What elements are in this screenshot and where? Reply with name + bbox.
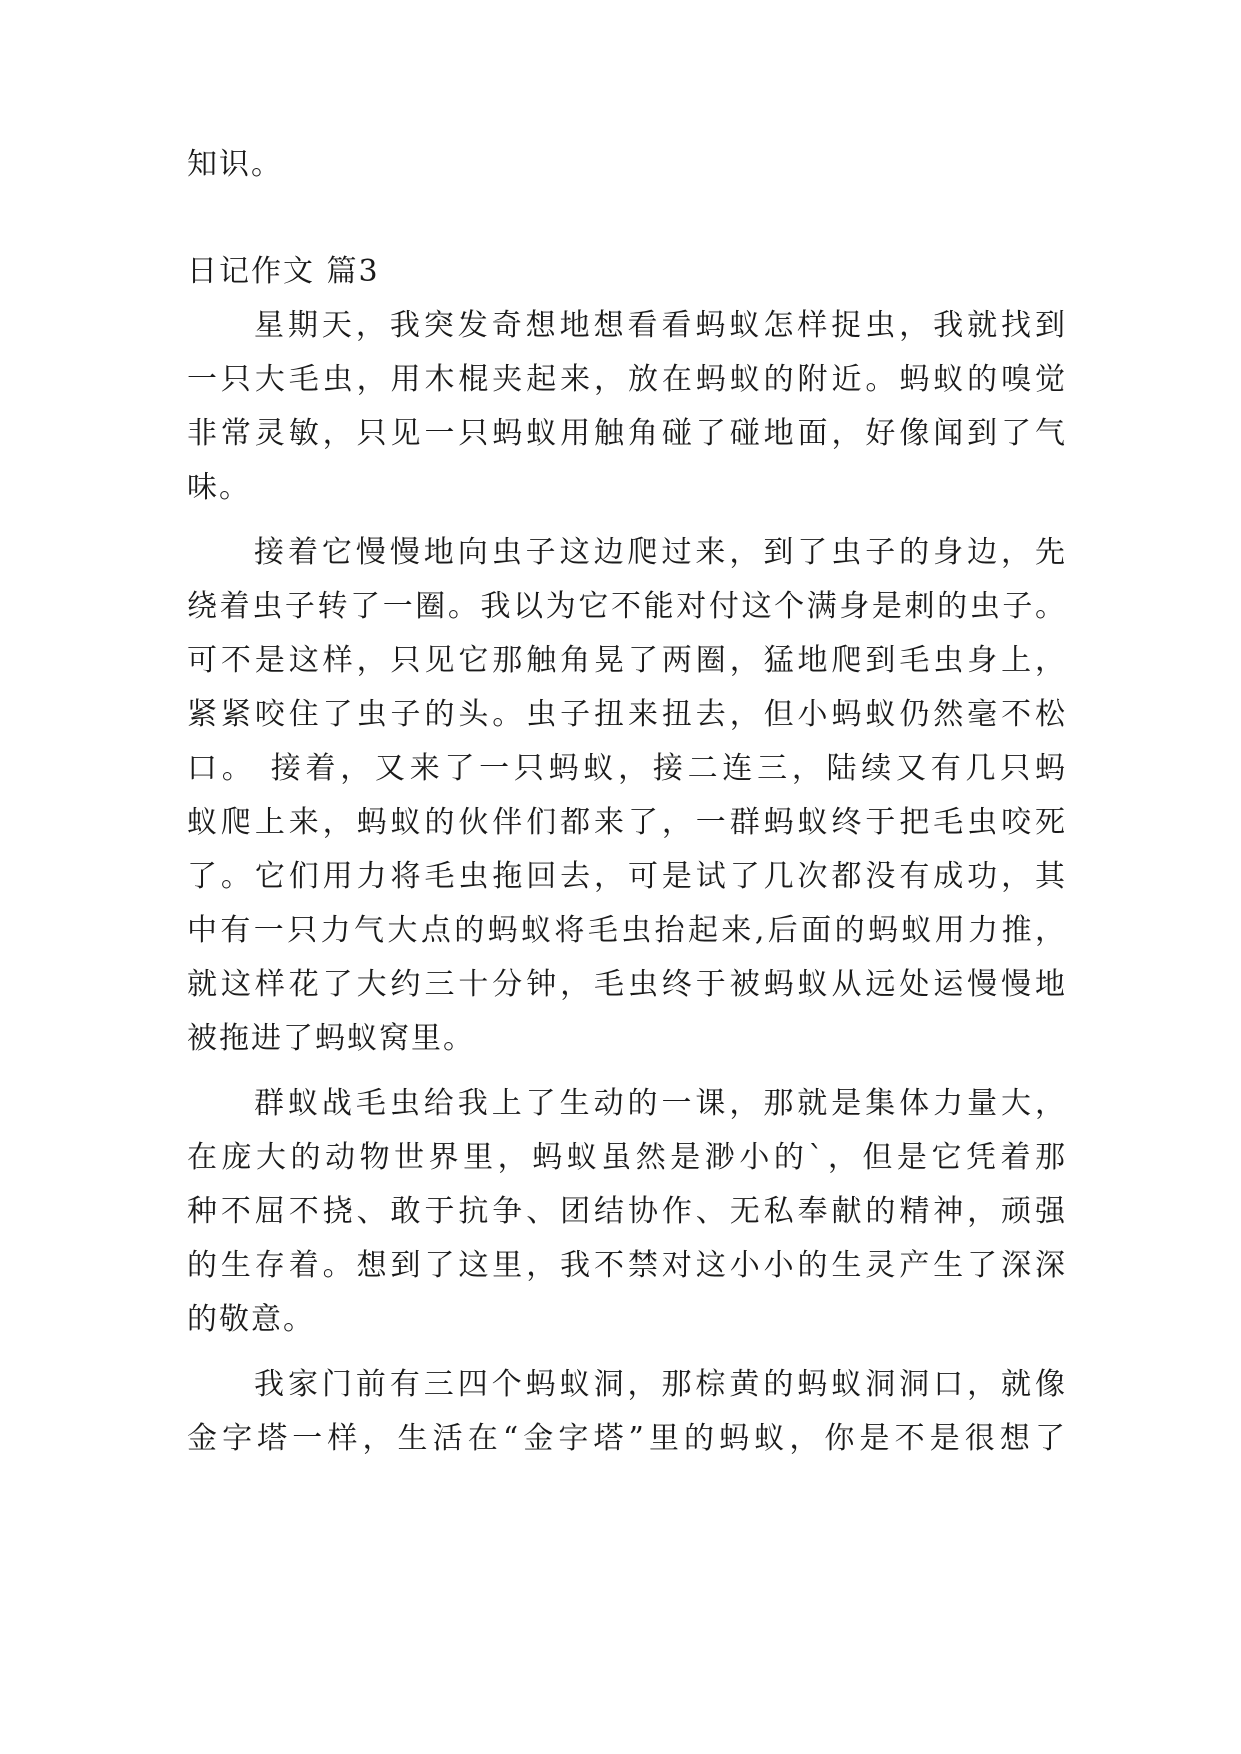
paragraph-line: 蚁爬上来，蚂蚁的伙伴们都来了，一群蚂蚁终于把毛虫咬死: [187, 805, 1067, 840]
paragraph-line: 味。: [187, 470, 251, 505]
paragraph-line: 被拖进了蚂蚁窝里。: [187, 1021, 475, 1056]
paragraph-line: 的生存着。想到了这里，我不禁对这小小的生灵产生了深深: [187, 1248, 1067, 1283]
paragraph-line: 金字塔一样，生活在“金字塔”里的蚂蚁，你是不是很想了: [187, 1421, 1067, 1456]
paragraph-line: 在庞大的动物世界里，蚂蚁虽然是渺小的`，但是它凭着那: [187, 1140, 1067, 1175]
paragraph-line: 我家门前有三四个蚂蚁洞，那棕黄的蚂蚁洞洞口，就像: [254, 1367, 1067, 1402]
paragraph-line: 中有一只力气大点的蚂蚁将毛虫抬起来,后面的蚂蚁用力推，: [187, 913, 1067, 948]
paragraph-line: 口。 接着，又来了一只蚂蚁，接二连三，陆续又有几只蚂: [187, 751, 1067, 786]
paragraph-line: 了。它们用力将毛虫拖回去，可是试了几次都没有成功，其: [187, 859, 1067, 894]
paragraph-line: 绕着虫子转了一圈。我以为它不能对付这个满身是刺的虫子。: [187, 589, 1067, 624]
paragraph-line: 紧紧咬住了虫子的头。虫子扭来扭去，但小蚂蚁仍然毫不松: [187, 697, 1067, 732]
paragraph-line: 可不是这样，只见它那触角晃了两圈，猛地爬到毛虫身上，: [187, 643, 1067, 678]
paragraph-line: 一只大毛虫，用木棍夹起来，放在蚂蚁的附近。蚂蚁的嗅觉: [187, 362, 1067, 397]
paragraph-line: 种不屈不挠、敢于抗争、团结协作、无私奉献的精神，顽强: [187, 1194, 1067, 1229]
paragraph-line: 非常灵敏，只见一只蚂蚁用触角碰了碰地面，好像闻到了气: [187, 416, 1067, 451]
paragraph-line: 群蚁战毛虫给我上了生动的一课，那就是集体力量大，: [254, 1086, 1067, 1121]
paragraph-line: 就这样花了大约三十分钟，毛虫终于被蚂蚁从远处运慢慢地: [187, 967, 1067, 1002]
paragraph-line: 接着它慢慢地向虫子这边爬过来，到了虫子的身边，先: [254, 535, 1067, 570]
paragraph-line: 的敬意。: [187, 1302, 315, 1337]
previous-paragraph-tail: 知识。: [187, 147, 283, 182]
section-heading: 日记作文 篇3: [187, 254, 380, 289]
paragraph-line: 星期天，我突发奇想地想看看蚂蚁怎样捉虫，我就找到: [254, 308, 1067, 343]
